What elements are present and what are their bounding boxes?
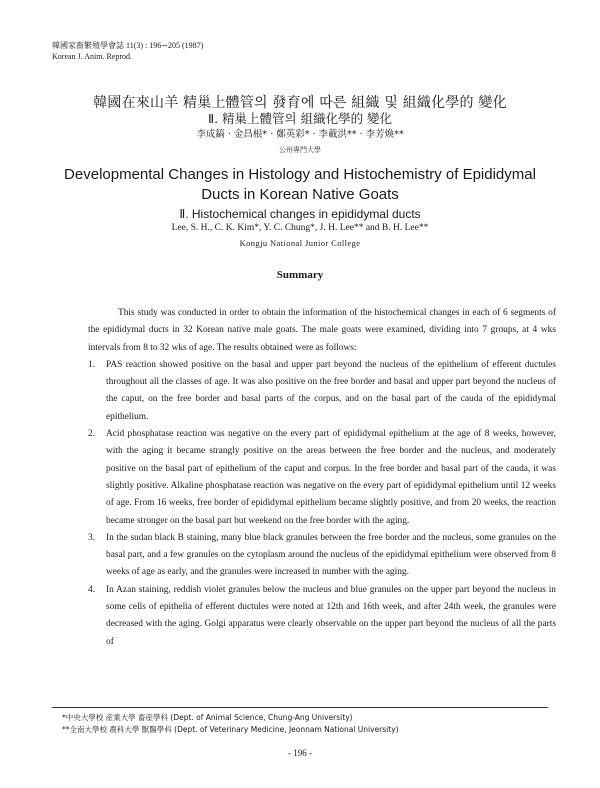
korean-title: 韓國在來山羊 精巢上體管의 發育에 따른 組織 및 組織化學的 變化 [93, 95, 507, 111]
korean-subtitle: Ⅱ. 精巢上體管의 組織化學的 變化 [207, 111, 393, 126]
finding-item [88, 357, 556, 426]
footnote-2: **全南大學校 農科大學 獸醫學科 (Dept. of Veterinary Medicine, Jeonnam National University) [62, 725, 399, 734]
english-title-line2: Ducts in Korean Native Goats [201, 186, 399, 203]
finding-item [88, 530, 556, 582]
finding-item [88, 582, 556, 651]
finding-number: 3. [88, 532, 96, 543]
footnote-1: *中央大學校 産業大學 畜産學科 (Dept. of Animal Science, Chung-Ang University) [62, 713, 353, 722]
summary-body [88, 305, 556, 651]
footnote-divider [52, 707, 548, 708]
korean-authors: 李成鎬 · 金昌根* · 鄭英彩* · 李載洪** · 李芳煥** [196, 129, 404, 140]
finding-text: PAS reaction showed positive on the basal and upper part beyond the nucleus of the epithelium of efferent ductules throughout all the classes of age. It was also positive on the free border and basal and upper part beyond the nucleus of the caput, on the free border and basal parts of the corpus, and on the basal part of the cauda of the epididymal epithelium. [106, 359, 556, 422]
journal-citation [52, 40, 203, 62]
page-number: - 196 - [288, 748, 312, 758]
summary-intro: This study was conducted in order to obtain the information of the histochemical changes in each of 6 segments of the epididymal ducts in 32 Korean native male goats. The male goats were examined, dividing into 7 groups, at 4 wks intervals from 8 to 32 wks of age. The results obtained were as follows: [88, 308, 556, 353]
english-affiliation: Kongju National Junior College [239, 238, 361, 248]
journal-citation-english: Korean J. Anim. Reprod. [52, 52, 132, 61]
korean-affiliation: 公州專門大學 [279, 146, 321, 154]
finding-number: 2. [88, 429, 96, 440]
finding-item [88, 426, 556, 530]
finding-number: 4. [88, 584, 96, 595]
english-subtitle: Ⅱ. Histochemical changes in epididymal ducts [179, 207, 421, 221]
finding-number: 1. [88, 359, 96, 370]
finding-text: In Azan staining, reddish violet granules below the nucleus and blue granules on the upper part beyond the nucleus in some cells of epithelia of efferent ductules were noted at 12th and 16th week, and after 24th week, the granules were decreased with the aging. Golgi apparatus were clearly observable on the upper part beyond the nucleus of all the parts of [106, 584, 556, 647]
journal-citation-korean: 韓國家畜繁殖學會誌 11(3) : 196∼205 (1987) [52, 41, 204, 50]
english-authors: Lee, S. H., C. K. Kim*, Y. C. Chung*, J. H. Lee** and B. H. Lee** [171, 223, 429, 233]
finding-text: In the sudan black B staining, many blue black granules between the free border and the nucleus, some granules on the basal part, and a few granules on the cytoplasm around the nucleus of the epididymal epithelium were observed from 8 weeks of age as early, and the granules were increased in number with the aging. [106, 532, 556, 578]
english-title-line1: Developmental Changes in Histology and Histochemistry of Epididymal [64, 166, 536, 183]
summary-heading: Summary [276, 269, 324, 281]
finding-text: Acid phosphatase reaction was negative on the every part of epididymal epithelium at the age of 8 weeks, however, with the aging it became strangly positive on the areas between the free border and the nucleus, and moderately positive on the basal part of epithelium of the caput and corpus. In the free border and basal part of the cauda, it was slightly positive. Alkaline phosphatase reaction was negative on the every part of epididymal epithelium until 12 weeks of age. From 16 weeks, free border of epididymal epithelium became slightly positive, and from 20 weeks, the reaction became stronger on the basal part but weekend on the free border with the aging. [106, 429, 556, 526]
